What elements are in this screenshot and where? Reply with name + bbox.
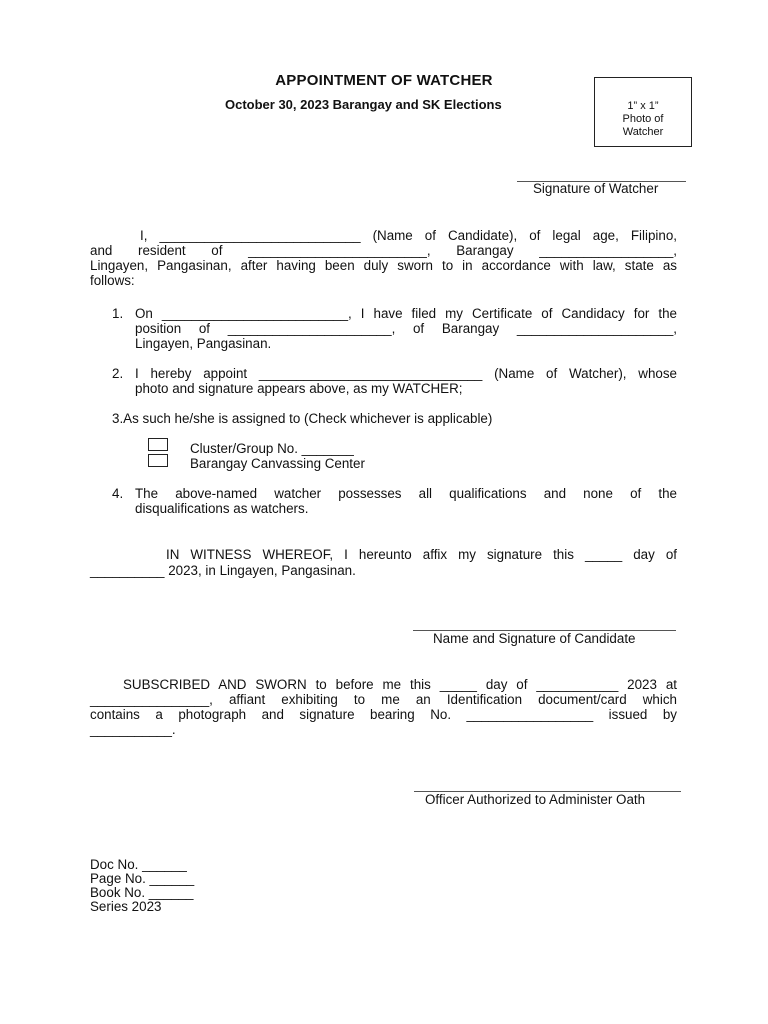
canvassing-center-checkbox[interactable] bbox=[148, 454, 168, 467]
witness-text: IN WITNESS WHEREOF, I hereunto affix my signature this _____ day of bbox=[166, 547, 677, 562]
document-subtitle: October 30, 2023 Barangay and SK Elections bbox=[225, 97, 502, 112]
watcher-signature-label: Signature of Watcher bbox=[533, 181, 659, 196]
cluster-checkbox[interactable] bbox=[148, 438, 168, 451]
item-number: 4. bbox=[112, 486, 124, 501]
item4-text: The above-named watcher possesses all qualifications and none of the bbox=[135, 486, 677, 501]
photo-box-line: Watcher bbox=[622, 126, 664, 138]
intro-line: follows: bbox=[90, 273, 135, 288]
intro-line: and resident of ________________________, Barangay __________________, bbox=[90, 243, 677, 258]
item1-text: On _________________________, I have filed my Certificate of Candidacy for the bbox=[135, 306, 677, 321]
officer-signature-label: Officer Authorized to Administer Oath bbox=[425, 792, 646, 807]
canvassing-option-label: Barangay Canvassing Center bbox=[190, 456, 365, 471]
book-number: Book No. ______ bbox=[90, 885, 194, 900]
photo-box-line: Photo of bbox=[622, 113, 664, 125]
photo-box-line: 1” x 1” bbox=[627, 100, 659, 112]
document-title: APPOINTMENT OF WATCHER bbox=[275, 72, 493, 89]
item2-text: photo and signature appears above, as my WATCHER; bbox=[135, 381, 463, 396]
item1-text: Lingayen, Pangasinan. bbox=[135, 336, 272, 351]
intro-line: Lingayen, Pangasinan, after having been duly sworn to in accordance with law, state as bbox=[90, 258, 677, 273]
subscribed-text: ________________, affiant exhibiting to me an Identification document/card which bbox=[90, 692, 677, 707]
page-number: Page No. ______ bbox=[90, 871, 195, 886]
cluster-option-label: Cluster/Group No. _______ bbox=[190, 441, 354, 456]
witness-text: __________ 2023, in Lingayen, Pangasinan. bbox=[90, 563, 356, 578]
item4-text: disqualifications as watchers. bbox=[135, 501, 309, 516]
series: Series 2023 bbox=[90, 899, 162, 914]
subscribed-text: SUBSCRIBED AND SWORN to before me this _____ day of ___________ 2023 at bbox=[123, 677, 677, 692]
item2-text: I hereby appoint ______________________________ (Name of Watcher), whose bbox=[135, 366, 677, 381]
subscribed-text: ___________. bbox=[90, 722, 176, 737]
doc-number: Doc No. ______ bbox=[90, 857, 187, 872]
item-number: 2. bbox=[112, 366, 124, 381]
item3-text: 3.As such he/she is assigned to (Check whichever is applicable) bbox=[112, 411, 493, 426]
item1-text: position of ______________________, of Barangay _____________________, bbox=[135, 321, 677, 336]
intro-line: I, ___________________________ (Name of Candidate), of legal age, Filipino, bbox=[140, 228, 677, 243]
item-number: 1. bbox=[112, 306, 124, 321]
photo-box bbox=[594, 77, 692, 147]
candidate-signature-label: Name and Signature of Candidate bbox=[433, 631, 636, 646]
subscribed-text: contains a photograph and signature bearing No. _________________ issued by bbox=[90, 707, 677, 722]
